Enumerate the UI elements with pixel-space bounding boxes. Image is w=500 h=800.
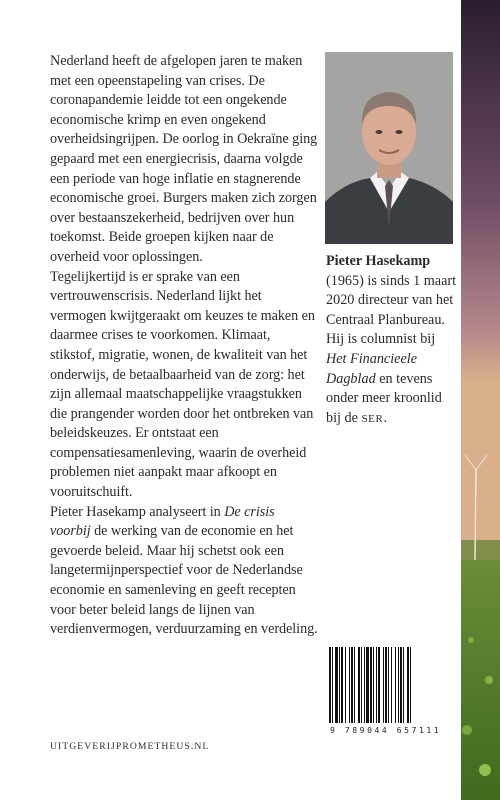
newspaper-name: Het Financieele Dagblad (326, 350, 417, 387)
publisher-url: UITGEVERIJPROMETHEUS.NL (50, 741, 210, 752)
blurb-text (50, 52, 318, 640)
barcode-bar (361, 647, 362, 723)
barcode-bar (339, 647, 340, 723)
barcode-bar (398, 647, 399, 723)
barcode-bar (376, 647, 377, 723)
barcode-bar (366, 647, 369, 723)
barcode-bar (341, 647, 343, 723)
barcode (325, 645, 453, 725)
barcode-bar (345, 647, 346, 723)
barcode-bar (329, 647, 331, 723)
barcode-bar (410, 647, 411, 723)
barcode-bar (358, 647, 360, 723)
blurb-p3-end: de werking van de economie en het gevoerde beleid. Maar hij schetst ook een langetermijnperspectief voor de Nederlandse economie en samenleving en geeft recepten voor beter beleid langs de lijnen van verdienvermogen, verduurzaming en verdeling. (50, 523, 318, 638)
bio-text-2: en tevens onder meer kroonlid bij de (326, 370, 442, 426)
barcode-bar (351, 647, 353, 723)
book-title: De crisis voorbij (50, 503, 275, 540)
isbn-number: 9 789044 657111 (330, 726, 442, 735)
blurb-paragraph-3 (50, 503, 318, 640)
bio-paragraph (326, 252, 458, 429)
org-abbreviation: SER (361, 412, 384, 425)
barcode-bar (391, 647, 392, 723)
barcode-bar (395, 647, 396, 723)
barcode-bar (364, 647, 365, 723)
barcode-bar (349, 647, 350, 723)
barcode-bar (335, 647, 338, 723)
barcode-bar (407, 647, 409, 723)
bio-text-3: . (383, 409, 387, 426)
barcode-bar (354, 647, 355, 723)
blurb-p3-start: Pieter Hasekamp analyseert in (50, 503, 225, 520)
barcode-bar (385, 647, 387, 723)
author-name: Pieter Hasekamp (326, 253, 431, 269)
barcode-bar (332, 647, 333, 723)
barcode-bar (370, 647, 372, 723)
blurb-paragraph-2: Tegelijkertijd is er sprake van een vertrouwenscrisis. Nederland lijkt het vermogen kwijtgeraakt om keuzes te maken en daarmee crises te voorkomen. Klimaat, stikstof, migratie, wonen, de kwaliteit van het onderwijs, de betaalbaarheid van de zorg: het zijn allemaal maatschappelijke vraagstukken die prangender worden door het ontbreken van beleidskeuzes. Er ontstaat een compensatiesamenleving, waarin de overheid problemen niet aanpakt maar afkoopt en vooruitschuift. (50, 268, 315, 501)
blurb-paragraph-1: Nederland heeft de afgelopen jaren te maken met een opeenstapeling van crises. De coronapandemie leidde tot een ongekende economische krimp en even ongekend overheidsingrijpen. De oorlog in Oekraïne ging gepaard met een energiecrisis, daarna volgde een periode van hoge inflatie en stagnerende economische groei. Burgers maken zich zorgen over bestaanszekerheid, bedrijven over hun toekomst. Beide groepen kijken naar de overheid voor oplossingen. (50, 53, 318, 265)
barcode-bar (400, 647, 402, 723)
barcode-bar (378, 647, 380, 723)
barcode-bar (388, 647, 389, 723)
bio-text-1: (1965) is sinds 1 maart 2020 directeur van het Centraal Planbureau. Hij is columnist bij (326, 272, 457, 348)
front-cover-photo-edge (461, 0, 500, 800)
barcode-bar (383, 647, 384, 723)
barcode-bar (373, 647, 374, 723)
author-bio (326, 252, 458, 429)
author-photo (325, 52, 453, 244)
barcode-bar (403, 647, 404, 723)
